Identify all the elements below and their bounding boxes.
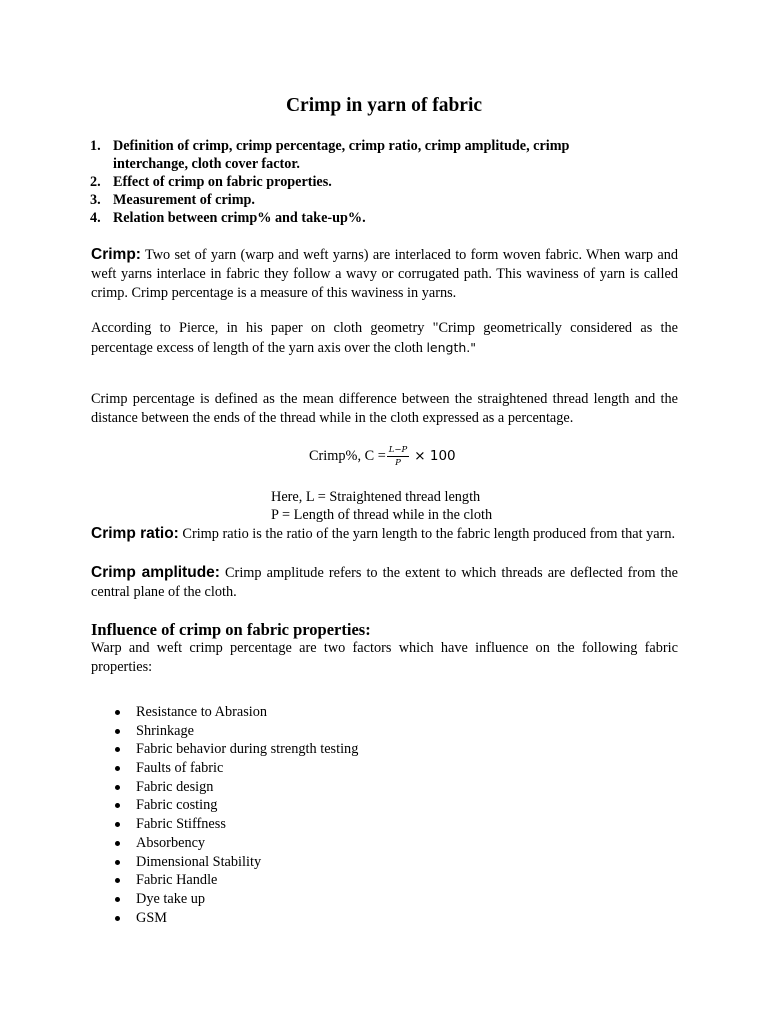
influence-heading: Influence of crimp on fabric properties: [91,620,371,639]
list-item-text: Resistance to Abrasion [136,704,268,720]
bullet-icon [115,916,120,921]
topic-number: 1. [90,138,101,154]
crimp-amplitude-paragraph [91,563,678,602]
formula-legend-line: Here, L = Straightened thread length [271,489,481,505]
crimp-formula [309,440,456,472]
formula-rhs: × 100 [414,448,456,464]
topic-item [90,137,650,173]
list-item-text: Fabric design [136,778,214,795]
formula-legend-line: P = Length of thread while in the cloth [271,507,493,523]
topic-item [90,209,650,227]
crimp-amplitude-text: Crimp amplitude refers to the extent to which threads are deflected from the central plane of the cloth. [91,565,678,600]
list-item-text: Faults of fabric [136,760,224,777]
topic-number: 3. [90,192,101,208]
list-item [113,778,513,797]
bullet-icon [115,878,120,883]
list-item [113,871,513,890]
properties-list [113,703,513,927]
topic-number: 4. [90,210,101,226]
formula-legend [271,488,571,524]
list-item [113,890,513,909]
list-item [113,703,513,722]
crimp-amplitude-lead: Crimp amplitude: [91,564,220,581]
pierce-text: According to Pierce, in his paper on cloth geometry "Crimp geometrically considered as the percentage excess of length of the yarn axis over the cloth [91,320,678,356]
influence-intro: Warp and weft crimp percentage are two factors which have influence on the following fabric properties: [91,640,678,675]
list-item-text: Dimensional Stability [136,853,262,870]
crimp-ratio-paragraph [91,524,678,544]
crimp-ratio-text: Crimp ratio is the ratio of the yarn length to the fabric length produced from that yarn. [178,526,676,542]
topic-line: Effect of crimp on fabric properties. [113,174,332,190]
formula-numerator: L−P [388,444,408,455]
list-item-text: Dye take up [136,890,206,907]
crimp-lead: Crimp: [91,246,141,263]
topic-line: Relation between crimp% and take-up%. [113,210,366,226]
definition-paragraph: Crimp percentage is defined as the mean difference between the straightened thread length and the distance between the ends of the thread while in the cloth expressed as a percentage. [91,391,678,426]
list-item [113,759,513,778]
list-item-text: Fabric Stiffness [136,816,226,833]
list-item-text: GSM [136,909,167,926]
topic-number: 2. [90,174,101,190]
pierce-paragraph [91,319,678,358]
list-item [113,722,513,741]
list-item-text: Fabric Handle [136,872,218,889]
list-item [113,909,513,928]
topic-line: Definition of crimp, crimp percentage, crimp ratio, crimp amplitude, crimp [113,138,570,154]
bullet-icon [115,747,120,752]
list-item [113,853,513,872]
topics-list [90,137,650,227]
list-item-text: Fabric behavior during strength testing [136,741,359,758]
topic-item [90,173,650,191]
crimp-ratio-lead: Crimp ratio: [91,525,179,542]
list-item [113,815,513,834]
bullet-icon [115,897,120,902]
list-item [113,834,513,853]
list-item-text: Shrinkage [136,722,194,739]
topic-line: interchange, cloth cover factor. [113,156,300,172]
list-item [113,740,513,759]
bullet-icon [115,710,120,715]
bullet-icon [115,860,120,865]
bullet-icon [115,729,120,734]
formula-fraction [387,445,410,468]
list-item-text: Absorbency [136,834,206,851]
bullet-icon [115,803,120,808]
bullet-icon [115,841,120,846]
formula-lhs: Crimp%, C = [309,447,386,464]
bullet-icon [115,766,120,771]
bullet-icon [115,822,120,827]
pierce-tail: length." [426,340,477,355]
topic-line: Measurement of crimp. [113,192,255,208]
list-item [113,796,513,815]
bullet-icon [115,785,120,790]
formula-denominator: P [395,457,401,468]
document-title: Crimp in yarn of fabric [285,95,483,116]
crimp-text: Two set of yarn (warp and weft yarns) are interlaced to form woven fabric. When warp and weft yarns interlace in fabric they follow a wavy or corrugated path. This waviness of yarn is called crimp. Crimp percentage is a measure of this waviness in yarns. [91,247,678,301]
topic-item [90,191,650,209]
list-item-text: Fabric costing [136,797,218,814]
crimp-paragraph [91,245,678,303]
